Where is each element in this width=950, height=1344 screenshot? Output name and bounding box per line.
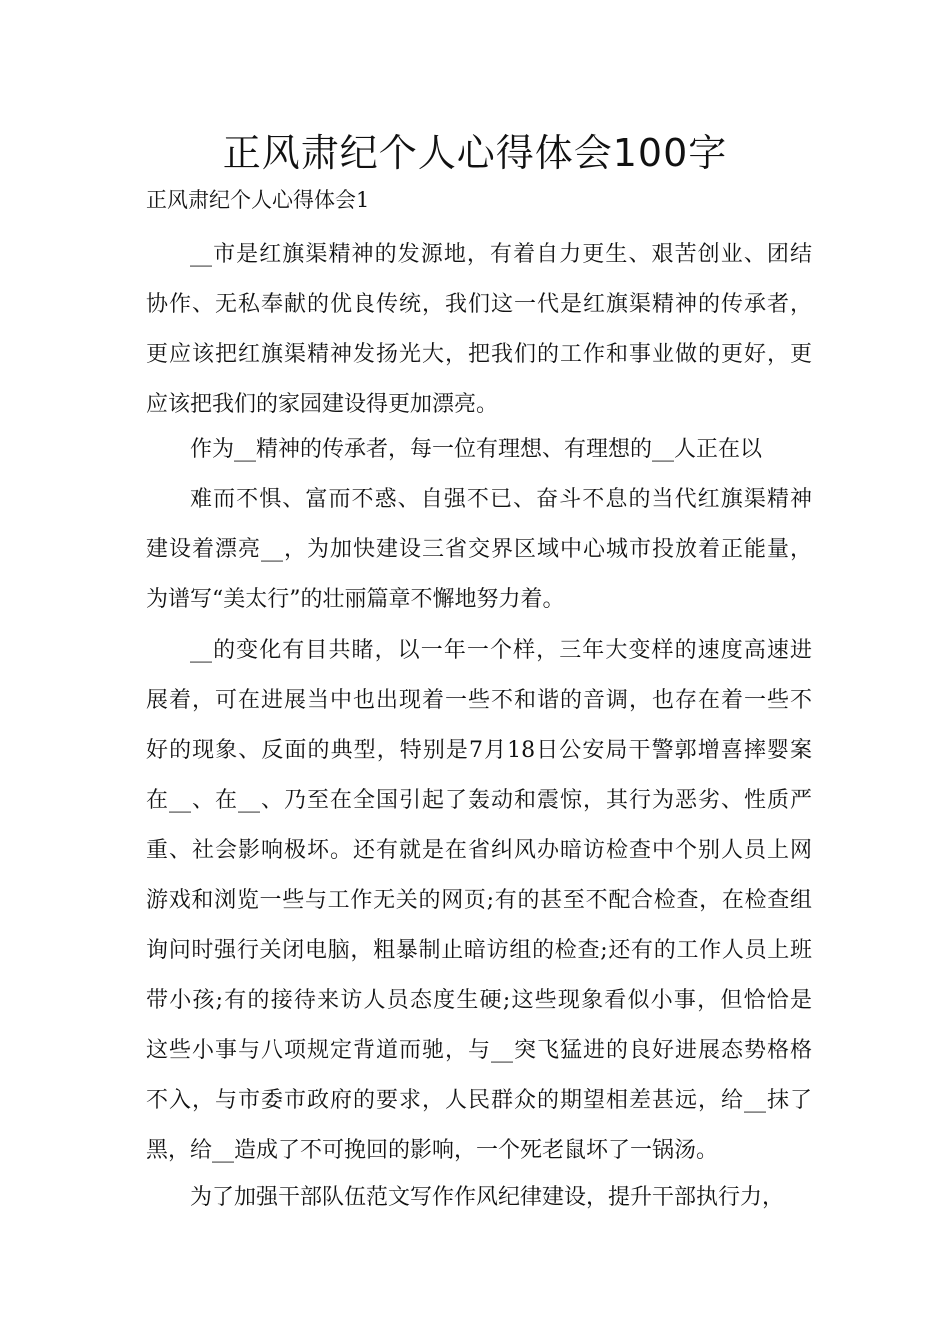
paragraph-line: __的变化有目共睹，以一年一个样，三年大变样的速度高速进 [190,638,812,663]
paragraph-line: 在__、在__、乃至在全国引起了轰动和震惊，其行为恶劣、性质严 [146,788,812,813]
paragraph-4 [146,626,812,1176]
paragraph-line: 难而不惧、富而不惑、自强不已、奋斗不息的当代红旗渠精神 [190,487,812,512]
paragraph-line: 不入，与市委市政府的要求，人民群众的期望相差甚远，给__抹了 [146,1088,812,1113]
document-title: 正风肃纪个人心得体会100字 [222,131,728,175]
paragraph-line: 好的现象、反面的典型，特别是7月18日公安局干警郭增喜摔婴案 [146,738,812,763]
paragraph-line: 应该把我们的家园建设得更加漂亮。 [146,392,499,417]
paragraph-line: 协作、无私奉献的优良传统，我们这一代是红旗渠精神的传承者， [146,292,812,317]
paragraph-line: 询问时强行关闭电脑，粗暴制止暗访组的检查;还有的工作人员上班 [146,938,812,963]
paragraph-line: 重、社会影响极坏。还有就是在省纠风办暗访检查中个别人员上网 [146,838,812,863]
paragraph-line: 游戏和浏览一些与工作无关的网页;有的甚至不配合检查，在检查组 [146,888,812,913]
paragraph-line: 作为__精神的传承者，每一位有理想、有理想的__人正在以 [190,437,763,462]
paragraph-line: 为谱写“美太行”的壮丽篇章不懈地努力着。 [146,587,565,612]
paragraph-2 [146,425,812,475]
paragraph-line: 黑，给__造成了不可挽回的影响，一个死老鼠坏了一锅汤。 [146,1138,719,1163]
paragraph-line: __市是红旗渠精神的发源地，有着自力更生、艰苦创业、团结 [190,242,812,267]
paragraph-line: 带小孩;有的接待来访人员态度生硬;这些现象看似小事，但恰恰是 [146,988,812,1013]
document-subtitle: 正风肃纪个人心得体会1 [146,188,370,212]
paragraph-3 [146,475,812,625]
paragraph-line: 建设着漂亮__，为加快建设三省交界区域中心城市投放着正能量， [146,537,812,562]
paragraph-1 [146,230,812,430]
paragraph-line: 这些小事与八项规定背道而驰，与__突飞猛进的良好进展态势格格 [146,1038,812,1063]
paragraph-line: 更应该把红旗渠精神发扬光大，把我们的工作和事业做的更好，更 [146,342,812,367]
paragraph-line: 展着，可在进展当中也出现着一些不和谐的音调，也存在着一些不 [146,688,812,713]
paragraph-line: 为了加强干部队伍范文写作作风纪律建设，提升干部执行力， [190,1185,785,1210]
paragraph-5 [146,1173,812,1223]
